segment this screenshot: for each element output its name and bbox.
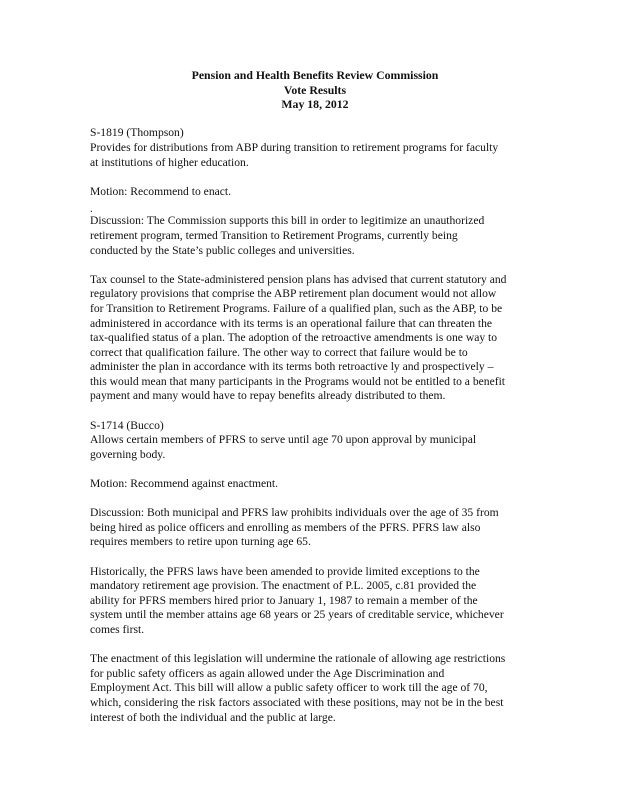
enactment-paragraph <box>90 652 540 725</box>
bill-summary-line: at institutions of higher education. <box>90 155 249 169</box>
discussion-paragraph <box>90 506 540 550</box>
tax-counsel-paragraph <box>90 273 540 404</box>
text-line: tax-qualified status of a plan. The adoption of the retroactive amendments is one way to <box>90 331 498 345</box>
text-line: The enactment of this legislation will undermine the rationale of allowing age restrictions <box>90 652 506 666</box>
bill-summary-block <box>90 419 540 463</box>
text-line: for Transition to Retirement Programs. Failure of a qualified plan, such as the ABP, to be <box>90 301 503 315</box>
text-line: Employment Act. This bill will allow a public safety officer to work till the age of 70, <box>90 681 488 695</box>
text-line: retirement program, termed Transition to Retirement Programs, currently being <box>90 228 458 242</box>
text-line: interest of both the individual and the public at large. <box>90 710 336 724</box>
discussion-paragraph <box>90 214 540 258</box>
text-line: administered in accordance with its terms is an operational failure that can threaten the <box>90 316 493 330</box>
text-line: administer the plan in accordance with its terms both retroactive ly and prospectively – <box>90 360 494 374</box>
bill-motion: Motion: Recommend against enactment. <box>90 477 279 491</box>
text-line: for public safety officers as again allowed under the Age Discrimination and <box>90 666 445 680</box>
vote-results-title: Vote Results <box>283 82 347 97</box>
bill-motion: Motion: Recommend to enact. <box>90 184 232 198</box>
text-line: regulatory provisions that comprise the ABP retirement plan document would not allow <box>90 287 497 301</box>
bill-summary-line: Provides for distributions from ABP during transition to retirement programs for faculty <box>90 140 499 154</box>
text-line: Historically, the PFRS laws have been amended to provide limited exceptions to the <box>90 564 480 578</box>
text-line: this would mean that many participants in the Programs would not be entitled to a benefit <box>90 374 506 388</box>
text-line: Tax counsel to the State-administered pension plans has advised that current statutory and <box>90 272 507 286</box>
bill-summary-block <box>90 126 540 170</box>
text-line: comes first. <box>90 622 145 636</box>
text-line: system until the member attains age 68 years or 25 years of creditable service, whichever <box>90 608 504 622</box>
bill-s1714-section <box>90 419 540 725</box>
document-header <box>90 68 540 112</box>
text-line: requires members to retire upon turning age 65. <box>90 535 311 549</box>
bill-id: S-1819 (Thompson) <box>90 126 184 140</box>
meeting-date: May 18, 2012 <box>281 97 349 112</box>
text-line: Discussion: Both municipal and PFRS law prohibits individuals over the age of 35 from <box>90 506 499 520</box>
text-line: being hired as police officers and enrolling as members of the PFRS. PFRS law also <box>90 520 481 534</box>
stray-dot: . <box>90 202 93 216</box>
bill-id: S-1714 (Bucco) <box>90 418 164 432</box>
text-line: correct that qualification failure. The other way to correct that failure would be to <box>90 345 468 359</box>
document-page <box>90 68 540 740</box>
bill-s1819-section <box>90 126 540 404</box>
history-paragraph <box>90 565 540 638</box>
commission-title: Pension and Health Benefits Review Commission <box>191 68 439 82</box>
bill-summary-line: governing body. <box>90 447 166 461</box>
text-line: which, considering the risk factors associated with these positions, may not be in the best <box>90 695 504 709</box>
text-line: conducted by the State’s public colleges and universities. <box>90 243 355 257</box>
text-line: mandatory retirement age provision. The enactment of P.L. 2005, c.81 provided the <box>90 579 477 593</box>
bill-summary-line: Allows certain members of PFRS to serve until age 70 upon approval by municipal <box>90 433 477 447</box>
text-line: Discussion: The Commission supports this bill in order to legitimize an unauthorized <box>90 214 485 228</box>
text-line: ability for PFRS members hired prior to January 1, 1987 to remain a member of the <box>90 593 478 607</box>
text-line: payment and many would have to repay benefits already distributed to them. <box>90 389 446 403</box>
